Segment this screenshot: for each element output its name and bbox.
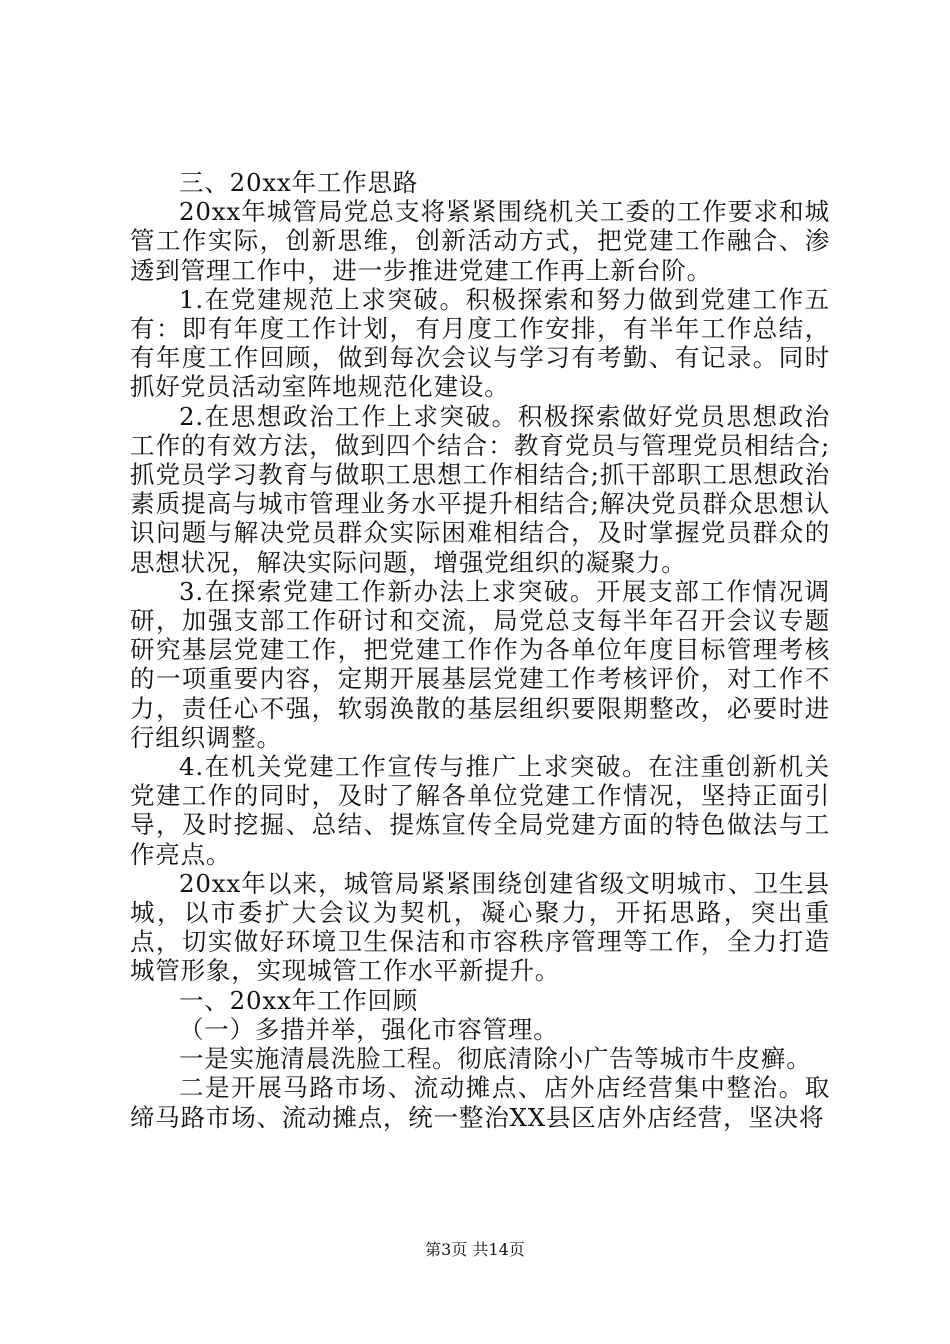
paragraph: 20xx年以来，城管局紧紧围绕创建省级文明城市、卫生县城，以市委扩大会议为契机，凝心聚力，开拓思路，突出重点，切实做好环境卫生保洁和市容秩序管理等工作，全力打造城管形象，实现城管工作水平新提升。 bbox=[130, 868, 830, 986]
section-heading: 一、20xx年工作回顾 bbox=[179, 985, 419, 1015]
paragraph: 4.在机关党建工作宣传与推广上求突破。在注重创新机关党建工作的同时，及时了解各单位党建工作情况，坚持正面引导，及时挖掘、总结、提炼宣传全局党建方面的特色做法与工作亮点。 bbox=[130, 752, 830, 869]
subsection-heading: （一）多措并举，强化市容管理。 bbox=[179, 1014, 559, 1044]
paragraph: 1.在党建规范上求突破。积极探索和努力做到党建工作五有：即有年度工作计划，有月度工作安排，有半年工作总结，有年度工作回顾，做到每次会议与学习有考勤、有记录。同时抓好党员活动室阵地规范化建设。 bbox=[130, 284, 830, 402]
section-heading: 三、20xx年工作思路 bbox=[179, 168, 419, 197]
paragraph: 2.在思想政治工作上求突破。积极探索做好党员思想政治工作的有效方法，做到四个结合：教育党员与管理党员相结合;抓党员学习教育与做职工思想工作相结合;抓干部职工思想政治素质提高与城市管理业务水平提升相结合;解决党员群众思想认识问题与解决党员群众实际困难相结合，及时掌握党员群众的思想状况，解决实际问题，增强党组织的凝聚力。 bbox=[130, 401, 830, 577]
paragraph: 3.在探索党建工作新办法上求突破。开展支部工作情况调研，加强支部工作研讨和交流，局党总支每半年召开会议专题研究基层党建工作，把党建工作作为各单位年度目标管理考核的一项重要内容，定期开展基层党建工作考核评价，对工作不力，责任心不强，软弱涣散的基层组织要限期整改，必要时进行组织调整。 bbox=[130, 576, 830, 752]
document-body bbox=[130, 168, 830, 1132]
page-footer: 第3页 共14页 bbox=[425, 1240, 525, 1259]
paragraph: 二是开展马路市场、流动摊点、店外店经营集中整治。取缔马路市场、流动摊点，统一整治XX县区店外店经营，坚决将 bbox=[130, 1073, 830, 1132]
paragraph: 一是实施清晨洗脸工程。彻底清除小广告等城市牛皮癣。 bbox=[179, 1044, 812, 1074]
paragraph: 20xx年城管局党总支将紧紧围绕机关工委的工作要求和城管工作实际，创新思维，创新活动方式，把党建工作融合、渗透到管理工作中，进一步推进党建工作再上新台阶。 bbox=[130, 197, 830, 285]
